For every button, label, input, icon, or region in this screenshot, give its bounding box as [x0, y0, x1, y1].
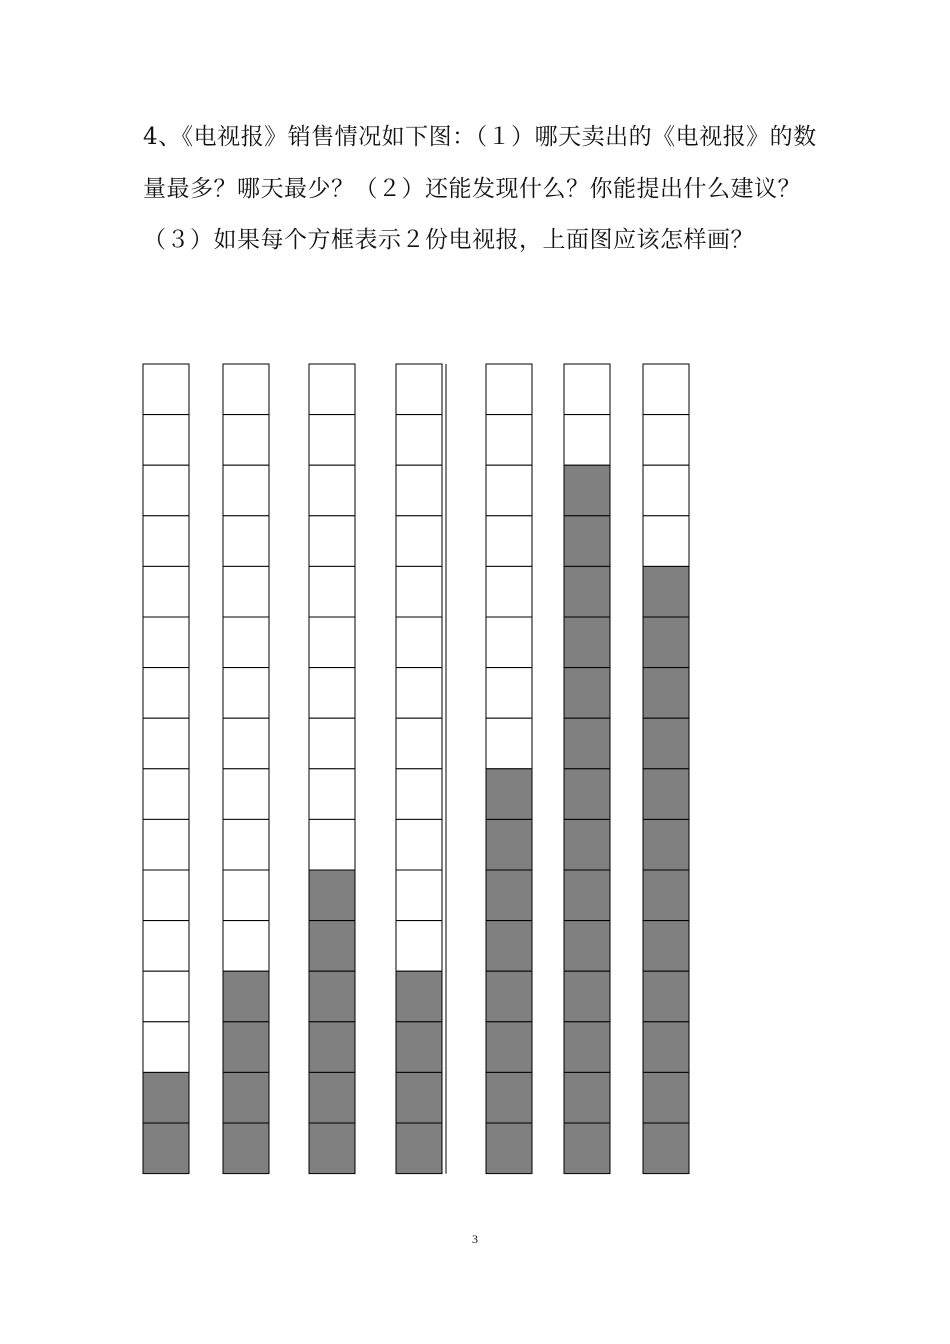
filled-box — [486, 769, 532, 820]
filled-box — [643, 668, 689, 719]
empty-box — [309, 769, 355, 820]
filled-box — [223, 1022, 269, 1073]
chart-column-7 — [643, 364, 689, 1174]
chart-column-5 — [486, 364, 532, 1174]
empty-box — [143, 870, 189, 921]
empty-box — [309, 617, 355, 668]
filled-box — [643, 566, 689, 617]
empty-box — [396, 870, 442, 921]
empty-box — [223, 870, 269, 921]
empty-box — [396, 516, 442, 567]
empty-box — [309, 718, 355, 769]
empty-box — [643, 364, 689, 415]
filled-box — [223, 1072, 269, 1123]
filled-box — [564, 769, 610, 820]
empty-box — [309, 415, 355, 466]
empty-box — [486, 364, 532, 415]
empty-box — [309, 364, 355, 415]
empty-box — [486, 668, 532, 719]
empty-box — [143, 769, 189, 820]
empty-box — [223, 718, 269, 769]
filled-box — [564, 971, 610, 1022]
page-number: 3 — [472, 1232, 478, 1246]
filled-box — [643, 769, 689, 820]
filled-box — [564, 1072, 610, 1123]
empty-box — [143, 668, 189, 719]
filled-box — [143, 1072, 189, 1123]
empty-box — [564, 415, 610, 466]
filled-box — [643, 718, 689, 769]
empty-box — [223, 668, 269, 719]
filled-box — [486, 1123, 532, 1174]
empty-box — [223, 364, 269, 415]
filled-box — [564, 617, 610, 668]
empty-box — [143, 921, 189, 972]
empty-box — [309, 566, 355, 617]
empty-box — [396, 364, 442, 415]
chart-column-2 — [223, 364, 269, 1174]
empty-box — [396, 566, 442, 617]
empty-box — [223, 769, 269, 820]
empty-box — [309, 668, 355, 719]
filled-box — [486, 819, 532, 870]
filled-box — [564, 870, 610, 921]
empty-box — [143, 617, 189, 668]
filled-box — [643, 1123, 689, 1174]
filled-box — [309, 1123, 355, 1174]
filled-box — [564, 566, 610, 617]
filled-box — [223, 971, 269, 1022]
chart-column-1 — [143, 364, 189, 1174]
empty-box — [396, 769, 442, 820]
empty-box — [486, 718, 532, 769]
empty-box — [564, 364, 610, 415]
empty-box — [643, 465, 689, 516]
filled-box — [396, 1022, 442, 1073]
empty-box — [143, 1022, 189, 1073]
empty-box — [396, 921, 442, 972]
chart-column-3 — [309, 364, 355, 1174]
filled-box — [486, 870, 532, 921]
filled-box — [643, 1072, 689, 1123]
empty-box — [143, 971, 189, 1022]
filled-box — [309, 1022, 355, 1073]
filled-box — [486, 971, 532, 1022]
filled-box — [564, 1022, 610, 1073]
filled-box — [643, 819, 689, 870]
empty-box — [396, 617, 442, 668]
filled-box — [564, 718, 610, 769]
filled-box — [643, 870, 689, 921]
empty-box — [486, 465, 532, 516]
filled-box — [143, 1123, 189, 1174]
empty-box — [143, 364, 189, 415]
chart-column-4 — [396, 364, 442, 1174]
empty-box — [143, 415, 189, 466]
chart-column-6 — [564, 364, 610, 1174]
filled-box — [309, 971, 355, 1022]
filled-box — [396, 1072, 442, 1123]
empty-box — [143, 516, 189, 567]
empty-box — [486, 516, 532, 567]
filled-box — [223, 1123, 269, 1174]
filled-box — [309, 870, 355, 921]
filled-box — [564, 819, 610, 870]
empty-box — [486, 617, 532, 668]
filled-box — [564, 921, 610, 972]
empty-box — [486, 566, 532, 617]
filled-box — [564, 1123, 610, 1174]
filled-box — [486, 1022, 532, 1073]
filled-box — [564, 668, 610, 719]
filled-box — [643, 1022, 689, 1073]
empty-box — [396, 718, 442, 769]
filled-box — [486, 921, 532, 972]
filled-box — [309, 1072, 355, 1123]
filled-box — [643, 971, 689, 1022]
empty-box — [309, 516, 355, 567]
filled-box — [564, 465, 610, 516]
empty-box — [143, 718, 189, 769]
empty-box — [223, 465, 269, 516]
empty-box — [309, 819, 355, 870]
empty-box — [643, 516, 689, 567]
empty-box — [309, 465, 355, 516]
filled-box — [396, 1123, 442, 1174]
empty-box — [143, 819, 189, 870]
empty-box — [143, 566, 189, 617]
question-text: 4、《电视报》销售情况如下图：（１）哪天卖出的《电视报》的数量最多？哪天最少？（２）还能发现什么？你能提出什么建议？（３）如果每个方框表示２份电视报，上面图应该怎样画？ — [143, 124, 817, 253]
empty-box — [486, 415, 532, 466]
empty-box — [396, 819, 442, 870]
filled-box — [486, 1072, 532, 1123]
empty-box — [223, 617, 269, 668]
filled-box — [309, 921, 355, 972]
filled-box — [643, 921, 689, 972]
empty-box — [223, 415, 269, 466]
empty-box — [223, 819, 269, 870]
filled-box — [564, 516, 610, 567]
empty-box — [396, 465, 442, 516]
empty-box — [223, 921, 269, 972]
empty-box — [223, 566, 269, 617]
empty-box — [223, 516, 269, 567]
filled-box — [643, 617, 689, 668]
filled-box — [396, 971, 442, 1022]
empty-box — [643, 415, 689, 466]
empty-box — [143, 465, 189, 516]
empty-box — [396, 415, 442, 466]
empty-box — [396, 668, 442, 719]
